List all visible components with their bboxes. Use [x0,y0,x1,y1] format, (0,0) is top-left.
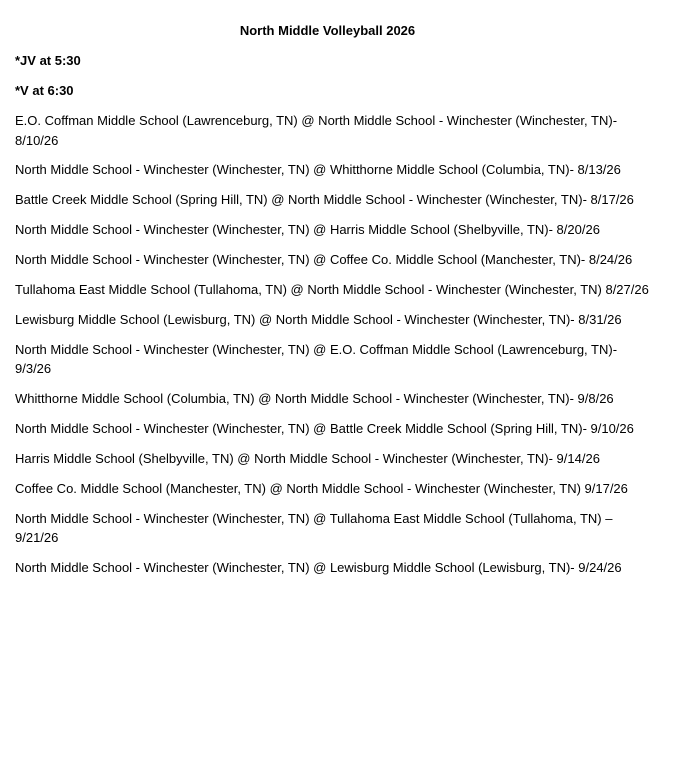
schedule-entry: North Middle School - Winchester (Winchester, TN) @ Whitthorne Middle School (Columbia, TN)- 8/13/26 [15,162,621,178]
schedule-entry: Lewisburg Middle School (Lewisburg, TN) @ North Middle School - Winchester (Winchester, TN)- 8/31/26 [15,311,622,327]
schedule-entry: Whitthorne Middle School (Columbia, TN) @ North Middle School - Winchester (Winchester, TN)- 9/8/26 [15,391,614,407]
game-schedule-list [15,111,655,588]
schedule-entry: North Middle School - Winchester (Winchester, TN) @ Lewisburg Middle School (Lewisburg, TN)- 9/24/26 [15,560,622,576]
schedule-entry: North Middle School - Winchester (Winchester, TN) @ Coffee Co. Middle School (Manchester, TN)- 8/24/26 [15,252,633,268]
schedule-entry: North Middle School - Winchester (Winchester, TN) @ E.O. Coffman Middle School (Lawrenceburg, TN)- 9/3/26 [15,341,618,377]
schedule-entry: Tullahoma East Middle School (Tullahoma, TN) @ North Middle School - Winchester (Winchester, TN) 8/27/26 [15,281,649,297]
schedule-entry: Coffee Co. Middle School (Manchester, TN) @ North Middle School - Winchester (Winchester, TN) 9/17/26 [15,480,628,496]
schedule-entry: Battle Creek Middle School (Spring Hill, TN) @ North Middle School - Winchester (Winchester, TN)- 8/17/26 [15,192,634,208]
schedule-entry: Harris Middle School (Shelbyville, TN) @ North Middle School - Winchester (Winchester, TN)- 9/14/26 [15,450,600,466]
schedule-entry: North Middle School - Winchester (Winchester, TN) @ Battle Creek Middle School (Spring Hill, TN)- 9/10/26 [15,421,634,437]
schedule-entry: E.O. Coffman Middle School (Lawrenceburg, TN) @ North Middle School - Winchester (Winchester, TN)- 8/10/26 [15,113,618,148]
schedule-entry: North Middle School - Winchester (Winchester, TN) @ Tullahoma East Middle School (Tullahoma, TN) – 9/21/26 [15,510,613,546]
varsity-time-note: *V at 6:30 [15,83,74,98]
jv-time-note: *JV at 5:30 [15,53,81,68]
document-title: North Middle Volleyball 2026 [239,23,416,38]
schedule-entry: North Middle School - Winchester (Winchester, TN) @ Harris Middle School (Shelbyville, TN)- 8/20/26 [15,222,600,238]
